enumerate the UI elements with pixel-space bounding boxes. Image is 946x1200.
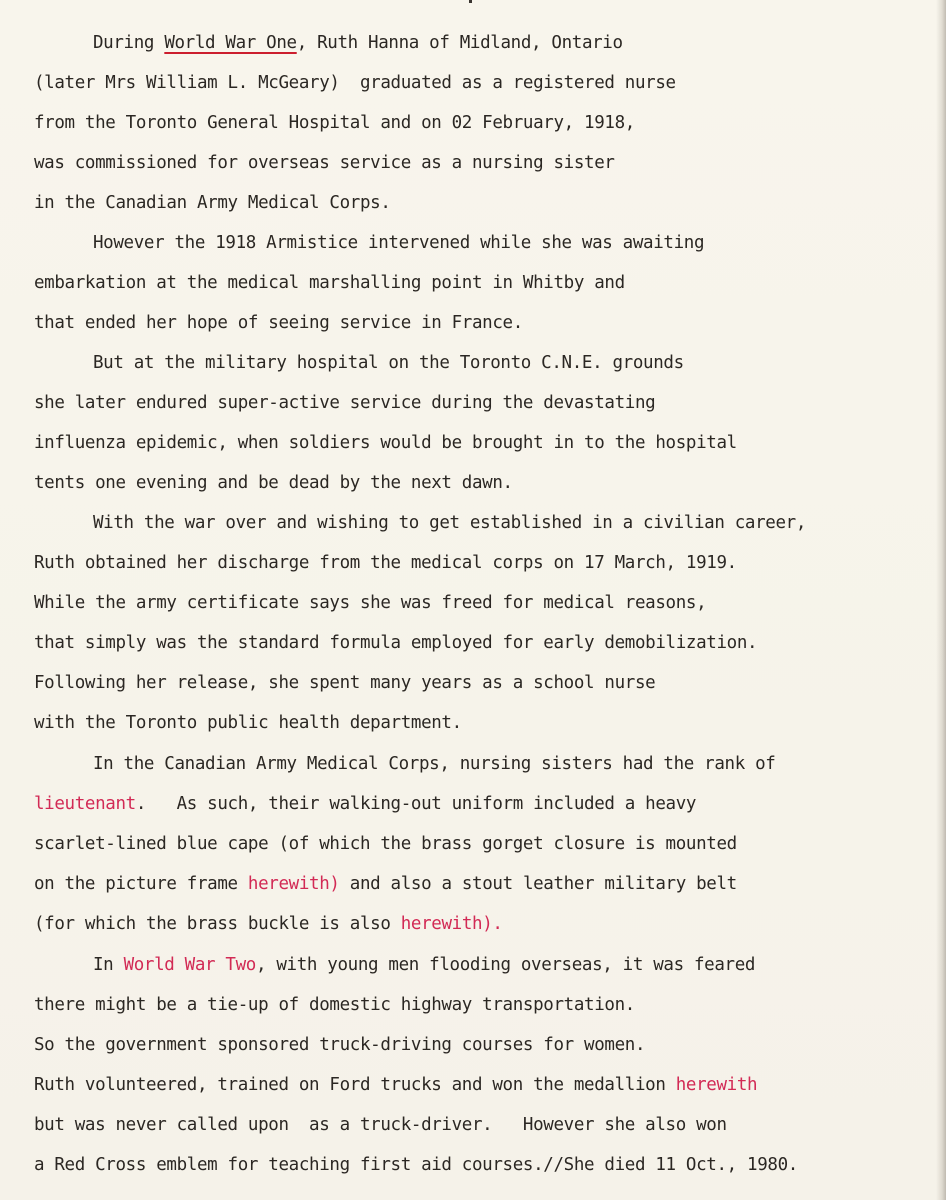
text-line xyxy=(93,955,755,975)
text-line xyxy=(34,673,655,693)
text-line xyxy=(34,313,523,333)
text-line xyxy=(93,353,684,373)
text-segment: Following her release, she spent many years as a school nurse xyxy=(34,673,656,693)
text-line xyxy=(34,1035,645,1055)
text-segment: With the war over and wishing to get established in a civilian career, xyxy=(93,513,807,533)
text-segment: In the Canadian Army Medical Corps, nursing sisters had the rank of xyxy=(93,754,776,774)
text-line xyxy=(34,713,462,733)
text-line xyxy=(34,153,615,173)
highlighted-text: lieutenant xyxy=(34,794,136,814)
text-segment: In xyxy=(93,955,124,975)
text-line xyxy=(34,834,737,854)
text-line xyxy=(34,113,635,133)
text-segment: tents one evening and be dead by the next dawn. xyxy=(34,473,513,493)
text-segment: , with young men flooding overseas, it was feared xyxy=(255,955,756,975)
text-line xyxy=(34,874,737,894)
text-line xyxy=(93,33,623,53)
text-line xyxy=(34,1115,727,1135)
text-line xyxy=(93,513,806,533)
text-line xyxy=(34,1075,757,1095)
text-line xyxy=(34,794,696,814)
text-line xyxy=(93,754,775,774)
text-segment: However the 1918 Armistice intervened while she was awaiting xyxy=(93,233,705,253)
page-edge-shadow xyxy=(936,0,946,1200)
text-segment: . As such, their walking-out uniform included a heavy xyxy=(135,794,697,814)
text-segment: from the Toronto General Hospital and on 02 February, 1918, xyxy=(34,113,635,133)
text-segment: there might be a tie-up of domestic highway transportation. xyxy=(34,995,635,1015)
text-line xyxy=(34,73,676,93)
text-segment: she later endured super-active service during the devastating xyxy=(34,393,656,413)
text-segment: But at the military hospital on the Toronto C.N.E. grounds xyxy=(93,353,684,373)
page-mark xyxy=(469,0,472,3)
text-segment: While the army certificate says she was freed for medical reasons, xyxy=(34,593,707,613)
text-segment: So the government sponsored truck-driving courses for women. xyxy=(34,1035,646,1055)
text-line xyxy=(34,273,625,293)
text-segment: that ended her hope of seeing service in France. xyxy=(34,313,523,333)
text-segment: embarkation at the medical marshalling point in Whitby and xyxy=(34,273,625,293)
text-segment: During xyxy=(93,33,165,53)
text-line xyxy=(34,553,737,573)
text-segment: influenza epidemic, when soldiers would be brought in to the hospital xyxy=(34,433,737,453)
text-line xyxy=(34,593,706,613)
highlighted-text: World War One xyxy=(164,33,297,53)
text-line xyxy=(34,393,655,413)
highlighted-text: herewith) xyxy=(247,874,340,894)
text-line xyxy=(34,914,503,934)
highlighted-text: herewith xyxy=(675,1075,758,1095)
text-segment: (for which the brass buckle is also xyxy=(34,914,401,934)
text-segment: that simply was the standard formula employed for early demobilization. xyxy=(34,633,758,653)
text-segment: and also a stout leather military belt xyxy=(339,874,737,894)
text-segment: but was never called upon as a truck-driver. However she also won xyxy=(34,1115,727,1135)
text-line xyxy=(34,995,635,1015)
text-segment: was commissioned for overseas service as a nursing sister xyxy=(34,153,615,173)
text-line xyxy=(34,433,737,453)
text-segment: a Red Cross emblem for teaching first aid courses.//She died 11 Oct., 1980. xyxy=(34,1155,798,1175)
text-segment: on the picture frame xyxy=(34,874,248,894)
text-segment: , Ruth Hanna of Midland, Ontario xyxy=(296,33,623,53)
text-segment: (later Mrs William L. McGeary) graduated as a registered nurse xyxy=(34,73,676,93)
highlighted-text: herewith). xyxy=(400,914,503,934)
text-line xyxy=(34,1155,798,1175)
highlighted-text: World War Two xyxy=(123,955,256,975)
text-line xyxy=(34,193,391,213)
text-segment: Ruth obtained her discharge from the medical corps on 17 March, 1919. xyxy=(34,553,737,573)
text-line xyxy=(34,473,513,493)
text-segment: in the Canadian Army Medical Corps. xyxy=(34,193,391,213)
text-segment: scarlet-lined blue cape (of which the brass gorget closure is mounted xyxy=(34,834,737,854)
text-line xyxy=(93,233,704,253)
text-segment: with the Toronto public health department. xyxy=(34,713,462,733)
text-line xyxy=(34,633,757,653)
text-segment: Ruth volunteered, trained on Ford trucks and won the medallion xyxy=(34,1075,676,1095)
